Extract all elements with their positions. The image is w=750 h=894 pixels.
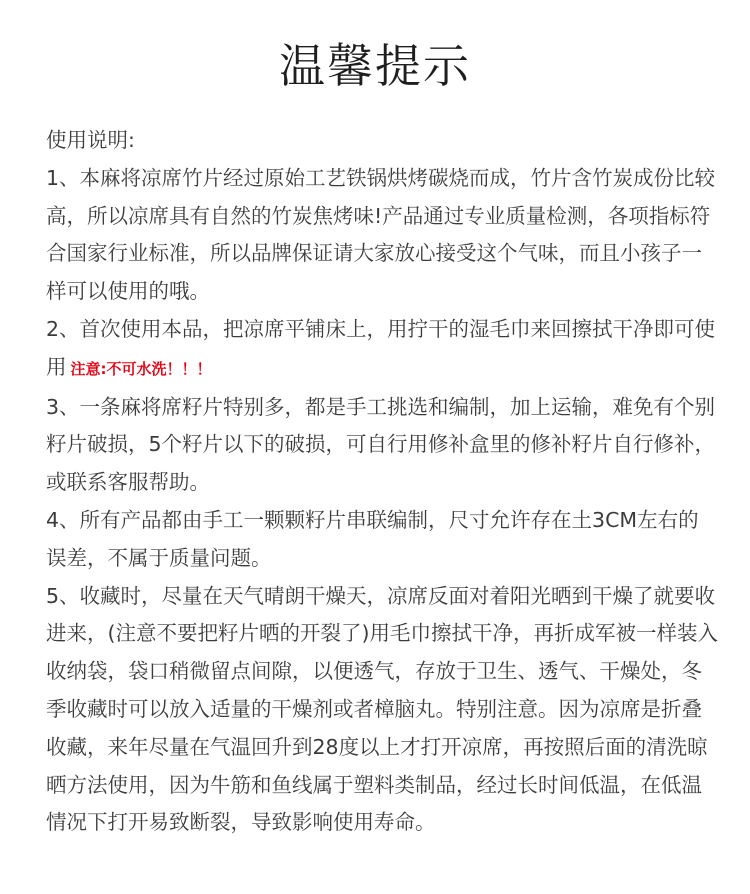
instruction-item-2: [46, 311, 718, 389]
instruction-item-3: 3、一条麻将席籽片特别多，都是手工挑选和编制，加上运输，难免有个别籽片破损，5个籽片以下的破损，可自行用修补盒里的修补籽片自行修补，或联系客服帮助。: [46, 394, 716, 495]
instructions-body: [46, 122, 718, 842]
instruction-item-5: 5、收藏时，尽量在天气晴朗干燥天，凉席反面对着阳光晒到干燥了就要收进来，(注意不要把籽片晒的开裂了)用毛巾擦拭干净，再折成军被一样装入收纳袋，袋口稍微留点间隙，以便透气，存放于卫生、透气、干燥处，冬季收藏时可以放入适量的干燥剂或者樟脑丸。特别注意。因为凉席是折叠收藏，来年尽量在气温回升到28度以上才打开凉席，再按照后面的清洗晾晒方法使用，因为牛筋和鱼线属于塑料类制品，经过长时间低温，在低温情况下打开易致断裂，导致影响使用寿命。: [46, 583, 718, 835]
instruction-item-2-text: 2、首次使用本品，把凉席平铺床上，用拧干的湿毛巾来回擦拭干净即可使用: [46, 316, 716, 379]
no-wash-warning: 注意:不可水洗！！！: [70, 359, 212, 378]
instructions-heading: 使用说明:: [46, 128, 135, 152]
instruction-item-4: 4、所有产品都由手工一颗颗籽片串联编制，尺寸允许存在土3CM左右的误差，不属于质量问题。: [46, 507, 699, 570]
instruction-item-1: 1、本麻将凉席竹片经过原始工艺铁锅烘烤碳烧而成，竹片含竹炭成份比较高，所以凉席具有自然的竹炭焦烤味!产品通过专业质量检测，各项指标符合国家行业标准，所以品牌保证请大家放心接受这个气味，而且小孩子一样可以使用的哦。: [46, 165, 716, 304]
page-title: 温馨提示: [279, 39, 471, 93]
